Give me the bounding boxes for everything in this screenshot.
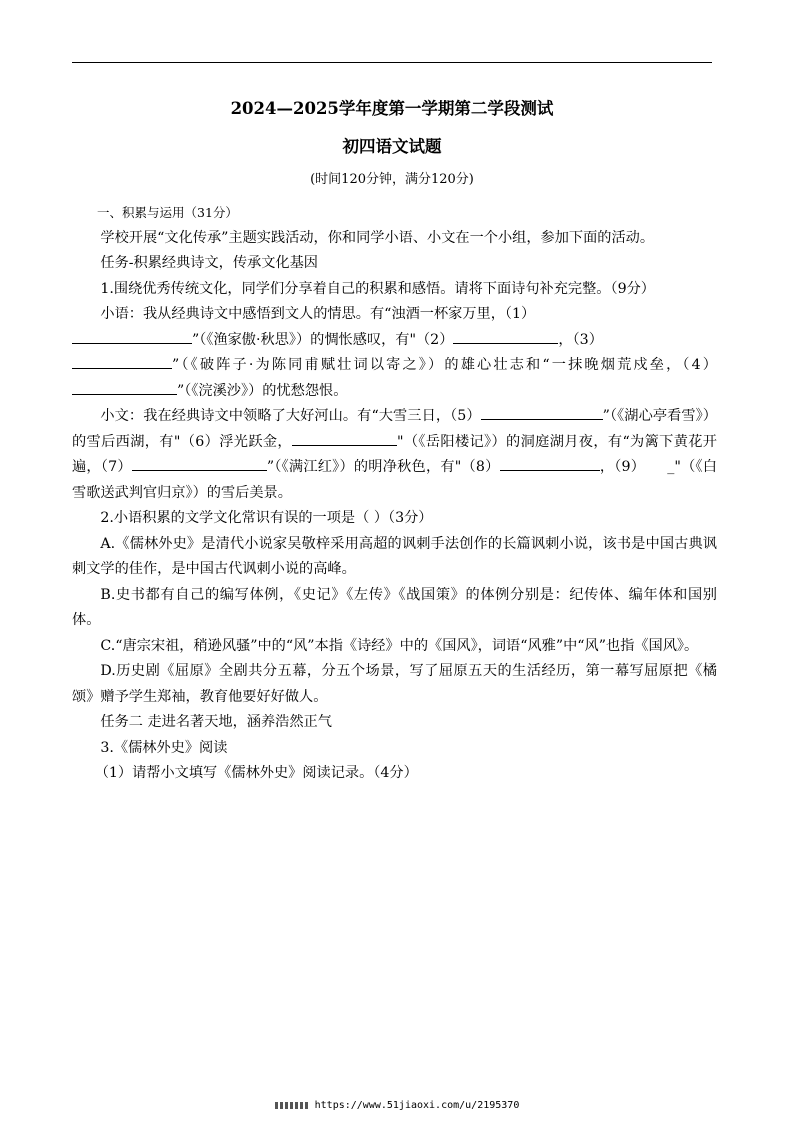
blank-6[interactable] [292,430,397,445]
footer [0,1100,794,1111]
blank-3[interactable] [72,354,172,369]
xiaoyu-paragraph [72,302,717,404]
task2-heading: 任务二 走进名著天地，涵养浩然正气 [100,714,332,730]
xiaowen-text-b: ”（《湖心亭看雪》）的雪后西湖，有"（6）浮光跃金， [72,408,717,450]
intro-paragraph: 学校开展“文化传承”主题实践活动，你和同学小语、小文在一个小组，参加下面的活动。 [100,229,655,246]
xiaoyu-text-c: ，（3） [558,331,603,348]
question-3-1: （1）请帮小文填写《儒林外史》阅读记录。（4分） [94,765,418,781]
xiaoyu-text-e: ”（《浣溪沙》）的忧愁怨恨。 [177,382,348,399]
xiaoyu-text-d: ”（《破阵子·为陈同甫赋壮词以寄之》）的雄心壮志和“一抹晚烟荒戍垒，（4） [172,357,717,373]
option-a: A.《儒林外史》是清代小说家吴敬梓采用高超的讽刺手法创作的长篇讽刺小说，该书是中国古典讽刺文学的佳作，是中国古代讽刺小说的高峰。 [72,535,717,577]
exam-content [72,200,717,787]
blank-1[interactable] [72,328,192,343]
blank-4[interactable] [72,379,177,394]
question-1: 1.围绕优秀传统文化，同学们分享着自己的积累和感悟。请将下面诗句补充完整。（9分） [100,280,655,297]
xiaowen-text-d: ”（《满江红》）的明净秋色，有"（8） [266,459,500,475]
exam-meta: (时间120分钟，满分120分) [310,172,474,187]
blank-7[interactable] [132,456,267,471]
option-c: C.“唐宗宋祖，稍逊风骚”中的“风”本指《诗经》中的《国风》，词语“风雅”中“风”也指《国风》。 [100,637,699,654]
question-3: 3.《儒林外史》阅读 [100,739,228,756]
xiaowen-text-e: ，（9） [599,459,646,475]
option-b: B.史书都有自己的编写体例，《史记》《左传》《战国策》的体例分别是：纪传体、编年体和国别体。 [72,586,717,628]
question-2: 2.小语积累的文学文化常识有误的一项是（ ）（3分） [100,510,433,526]
page-subtitle: 初四语文试题 [342,137,442,156]
xiaoyu-text-b: ”（《渔家傲·秋思》）的惆怅感叹，有"（2） [192,331,454,348]
blank-2[interactable] [453,328,558,343]
section-heading: 一、积累与运用（31分） [97,205,238,220]
xiaoyu-text-a: 小语：我从经典诗文中感悟到文人的情思。有“浊酒一杯家万里，（1） [100,306,536,322]
xiaowen-text-c: "（《岳阳楼记》）的洞庭湖月夜，有“为篱下黄花开遍，（7） [72,433,717,475]
footer-url[interactable]: https://www.51jiaoxi.com/u/2195370 [314,1100,520,1111]
site-logo-icon [275,1102,309,1109]
xiaowen-paragraph [72,404,717,506]
option-d: D.历史剧《屈原》全剧共分五幕，分五个场景，写了屈原五天的生活经历，第一幕写屈原把《橘颂》赠予学生郑袖，教育他要好好做人。 [72,663,717,705]
blank-8[interactable] [500,456,600,471]
page-title: 2024—2025学年度第一学期第二学段测试 [230,99,554,118]
xiaowen-text-f: _"（《白雪歌送武判官归京》）的雪后美景。 [72,459,717,501]
top-rule [72,62,712,63]
blank-5[interactable] [481,405,603,420]
blank-9[interactable] [645,457,667,471]
xiaowen-text-a: 小文：我在经典诗文中领略了大好河山。有“大雪三日，（5） [100,408,481,424]
task1-heading: 任务-积累经典诗文，传承文化基因 [100,255,318,271]
